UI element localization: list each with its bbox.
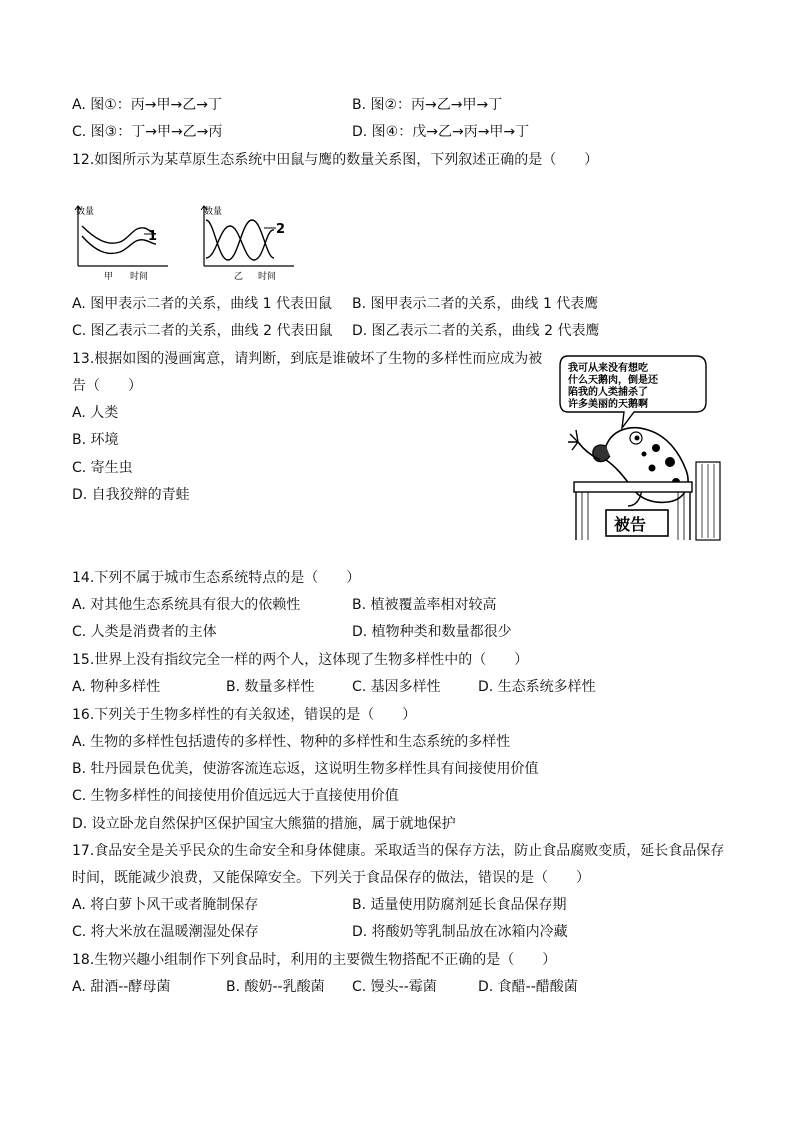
q15-option-b: B. 数量多样性: [226, 679, 315, 695]
q13-option-c: C. 寄生虫: [72, 460, 133, 476]
q18-option-b: B. 酸奶--乳酸菌: [226, 979, 325, 995]
q13-sign-label: 被告: [614, 515, 647, 534]
q12-jia-xlabel: 时间: [130, 272, 149, 282]
q13-cartoon-frog-defendant: [556, 350, 726, 542]
q16-option-b: B. 牡丹园景色优美，使游客流连忘返，这说明生物多样性具有间接使用价值: [72, 761, 539, 777]
q13-option-d: D. 自我狡辩的青蛙: [72, 487, 190, 503]
q15-option-d: D. 生态系统多样性: [478, 679, 596, 695]
q18-option-c: C. 馒头--霉菌: [352, 979, 437, 995]
q12-yi-curve-label: 2: [276, 222, 286, 237]
q18-option-a: A. 甜酒--酵母菌: [72, 979, 171, 995]
q12-yi-xlabel: 时间: [258, 272, 277, 282]
q13-bubble-line1: 我可从来没有想吃: [568, 363, 648, 374]
q13-option-a: A. 人类: [72, 405, 119, 421]
q13-bubble-line4: 许多美丽的天鹅啊: [568, 399, 648, 410]
q11-option-b: B. 图②：丙→乙→甲→丁: [352, 97, 503, 113]
q13-stem-line2: 告（ ）: [72, 378, 142, 394]
q17-option-d: D. 将酸奶等乳制品放在冰箱内冷藏: [352, 924, 568, 940]
q16-stem: 16.下列关于生物多样性的有关叙述，错误的是（ ）: [72, 707, 417, 723]
q13-bubble-line2: 什么天鹅肉，倒是还: [568, 375, 658, 386]
q16-option-c: C. 生物多样性的间接使用价值远远大于直接使用价值: [72, 788, 399, 804]
q17-stem-line2: 时间，既能减少浪费，又能保障安全。下列关于食品保存的做法，错误的是（ ）: [72, 870, 590, 886]
q16-option-a: A. 生物的多样性包括遗传的多样性、物种的多样性和生态系统的多样性: [72, 734, 511, 750]
q12-figure-yi: [196, 200, 296, 286]
q15-option-c: C. 基因多样性: [352, 679, 441, 695]
q12-option-b: B. 图甲表示二者的关系，曲线 1 代表鹰: [352, 296, 599, 312]
q18-stem: 18.生物兴趣小组制作下列食品时，利用的主要微生物搭配不正确的是（ ）: [72, 952, 557, 968]
q17-option-c: C. 将大米放在温暖潮湿处保存: [72, 924, 259, 940]
q15-stem: 15.世界上没有指纹完全一样的两个人，这体现了生物多样性中的（ ）: [72, 652, 529, 668]
q12-yi-panel-label: 乙: [234, 272, 244, 282]
q12-figure-jia: [72, 200, 172, 286]
q16-option-d: D. 设立卧龙自然保护区保护国宝大熊猫的措施，属于就地保护: [72, 816, 456, 832]
q13-stem-line1: 13.根据如图的漫画寓意，请判断，到底是谁破坏了生物的多样性而应成为被: [72, 351, 543, 367]
q11-option-a: A. 图①：丙→甲→乙→丁: [72, 97, 222, 113]
q12-yi-ylabel: 数量: [204, 207, 223, 217]
q14-option-c: C. 人类是消费者的主体: [72, 624, 217, 640]
q12-option-a: A. 图甲表示二者的关系，曲线 1 代表田鼠: [72, 296, 333, 312]
q11-option-c: C. 图③：丁→甲→乙→丙: [72, 124, 223, 140]
q14-stem: 14.下列不属于城市生态系统特点的是（ ）: [72, 570, 361, 586]
q12-jia-panel-label: 甲: [104, 272, 114, 282]
q12-option-c: C. 图乙表示二者的关系，曲线 2 代表田鼠: [72, 323, 333, 339]
q17-stem-line1: 17.食品安全是关乎民众的生命安全和身体健康。采取适当的保存方法，防止食品腐败变质，延长食品保存: [72, 843, 725, 859]
q12-jia-curve-label: 1: [148, 229, 158, 244]
q14-option-a: A. 对其他生态系统具有很大的依赖性: [72, 597, 301, 613]
q13-bubble-line3: 陷我的人类捕杀了: [568, 387, 648, 398]
q18-option-d: D. 食醋--醋酸菌: [478, 979, 578, 995]
q17-option-b: B. 适量使用防腐剂延长食品保存期: [352, 897, 567, 913]
q14-option-d: D. 植物种类和数量都很少: [352, 624, 512, 640]
q14-option-b: B. 植被覆盖率相对较高: [352, 597, 497, 613]
q12-option-d: D. 图乙表示二者的关系，曲线 2 代表鹰: [352, 323, 600, 339]
q12-stem: 12.如图所示为某草原生态系统中田鼠与鹰的数量关系图，下列叙述正确的是（ ）: [72, 152, 599, 168]
q11-option-d: D. 图④：戊→乙→丙→甲→丁: [352, 124, 530, 140]
q13-option-b: B. 环境: [72, 432, 119, 448]
q17-option-a: A. 将白萝卜风干或者腌制保存: [72, 897, 259, 913]
q12-jia-ylabel: 数量: [76, 207, 95, 217]
q15-option-a: A. 物种多样性: [72, 679, 161, 695]
